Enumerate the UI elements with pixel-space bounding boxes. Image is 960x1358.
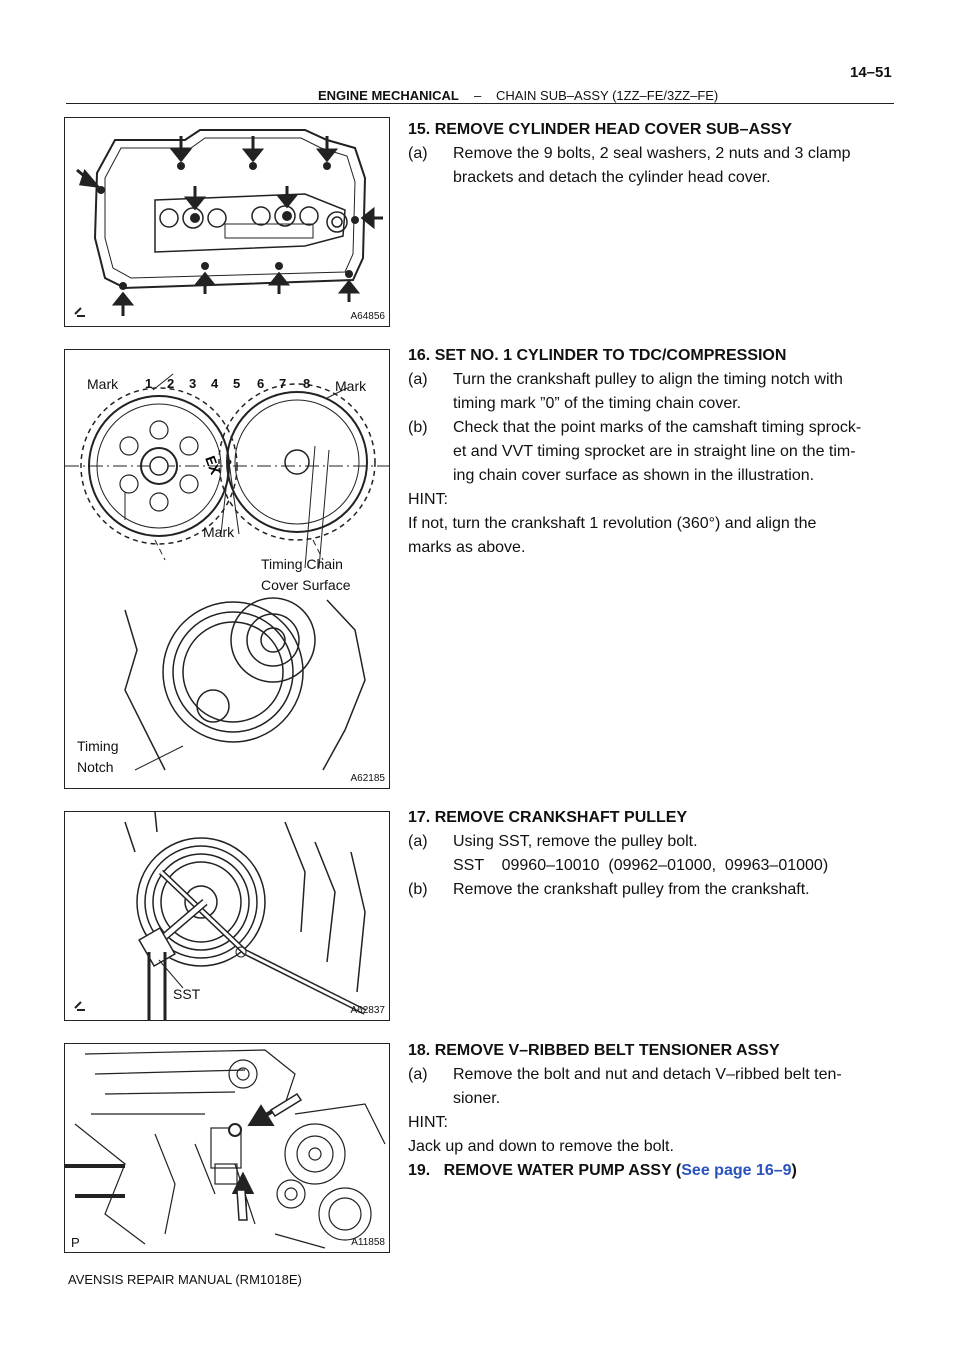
hint-text: Jack up and down to remove the bolt.: [408, 1138, 674, 1155]
step-title: 17. REMOVE CRANKSHAFT PULLEY: [408, 809, 688, 826]
timing-notch-label-line1: Timing: [77, 738, 119, 754]
sprocket-number: 6: [257, 376, 265, 391]
figure-code: A11858: [351, 1237, 385, 1248]
step-title: 18. REMOVE V–RIBBED BELT TENSIONER ASSY: [408, 1042, 780, 1059]
sprocket-number: 8: [303, 376, 311, 391]
timing-notch-label-line2: Notch: [77, 759, 114, 775]
header-subsection: CHAIN SUB–ASSY (1ZZ–FE/3ZZ–FE): [496, 88, 719, 103]
item-text: Remove the 9 bolts, 2 seal washers, 2 nuts and 3 clamp: [453, 145, 851, 162]
item-text: ing chain cover surface as shown in the illustration.: [453, 467, 815, 484]
item-text: Using SST, remove the pulley bolt.: [453, 833, 698, 850]
sprocket-number: 5: [233, 376, 241, 391]
step-item: [408, 1063, 898, 1111]
page-footer: AVENSIS REPAIR MANUAL (RM1018E): [68, 1272, 302, 1287]
step-18: [408, 1039, 898, 1183]
item-marker: (a): [408, 1066, 428, 1083]
step-title: 19. REMOVE WATER PUMP ASSY (: [408, 1162, 682, 1179]
step-17: [408, 806, 898, 902]
mark-center-label: Mark: [203, 524, 235, 540]
chain-cover-label-line2: Cover Surface: [261, 577, 351, 593]
sst-label: SST: [173, 986, 201, 1002]
step-title: 15. REMOVE CYLINDER HEAD COVER SUB–ASSY: [408, 121, 793, 138]
see-page-link[interactable]: See page 16–9: [681, 1162, 792, 1179]
item-text: Turn the crankshaft pulley to align the timing notch with: [453, 371, 843, 388]
sprocket-number: 2: [167, 376, 175, 391]
header-section: ENGINE MECHANICAL: [318, 88, 459, 103]
sprocket-number: 3: [189, 376, 197, 391]
item-marker: (b): [408, 419, 428, 436]
item-text: sioner.: [453, 1090, 501, 1107]
hint-label: HINT:: [408, 491, 448, 508]
header-rule: [66, 103, 894, 104]
step-title-suffix: ): [791, 1162, 797, 1179]
step-15: [408, 118, 898, 190]
step-item: [408, 416, 898, 488]
step-item: [408, 142, 898, 190]
item-marker: (b): [408, 881, 428, 898]
mark-left-label: Mark: [87, 376, 119, 392]
sprocket-number: 7: [279, 376, 287, 391]
figure-code: A64856: [350, 311, 385, 322]
sprocket-number: 1: [145, 376, 153, 391]
hint-text: If not, turn the crankshaft 1 revolution (360°) and align the: [408, 515, 817, 532]
item-text: timing mark ”0” of the timing chain cover.: [453, 395, 742, 412]
step-19-title: [408, 1159, 898, 1183]
sprocket-number: 4: [211, 376, 219, 391]
sst-number: SST 09960–10010 (09962–01000, 09963–01000): [453, 857, 829, 874]
cylinder-head-cover-drawing: [65, 118, 389, 326]
mark-right-label: Mark: [335, 378, 367, 394]
item-text: et and VVT timing sprocket are in straight line on the tim-: [453, 443, 856, 460]
item-text: Remove the crankshaft pulley from the crankshaft.: [453, 881, 810, 898]
hint-label: HINT:: [408, 1114, 448, 1131]
figure-cylinder-head-cover: [64, 117, 390, 327]
figure-code: A62837: [350, 1005, 385, 1016]
figure-code: A62185: [350, 773, 385, 784]
ex-label: EX: [202, 453, 224, 477]
step-16: [408, 344, 898, 560]
crankshaft-pulley-drawing: [65, 812, 389, 1020]
hint-text: marks as above.: [408, 539, 526, 556]
item-text: Remove the bolt and nut and detach V–ribbed belt ten-: [453, 1066, 842, 1083]
figure-belt-tensioner: [64, 1043, 390, 1253]
item-marker: (a): [408, 833, 428, 850]
item-text: brackets and detach the cylinder head cover.: [453, 169, 771, 186]
item-marker: (a): [408, 145, 428, 162]
figure-corner-mark: P: [71, 1235, 80, 1250]
figure-tdc-marks: [64, 349, 390, 789]
belt-tensioner-drawing: [65, 1044, 389, 1252]
page-number: 14–51: [850, 64, 892, 81]
header-dash: –: [474, 88, 482, 103]
item-marker: (a): [408, 371, 428, 388]
step-item: [408, 878, 898, 902]
step-item: [408, 830, 898, 878]
page-header: [0, 64, 960, 108]
item-text: Check that the point marks of the camshaft timing sprock-: [453, 419, 862, 436]
chain-cover-label-line1: Timing Chain: [261, 556, 343, 572]
step-title: 16. SET NO. 1 CYLINDER TO TDC/COMPRESSION: [408, 347, 787, 364]
step-item: [408, 368, 898, 416]
figure-crankshaft-pulley: [64, 811, 390, 1021]
